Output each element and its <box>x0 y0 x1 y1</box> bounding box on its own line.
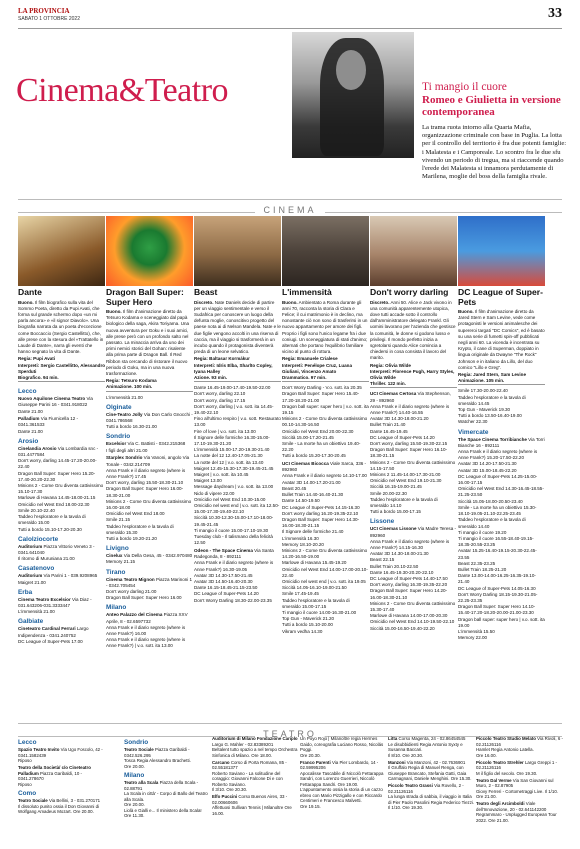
listing-entry <box>106 577 193 602</box>
venue-name: Cinema Teatro Excelsior <box>18 596 71 602</box>
listing-entry <box>18 573 105 585</box>
listing-details: Corso Buenos Aires, 33 - 02.00660606 Affettuosi Sullivan Tennis | Milanoltre Ore 16.00. <box>212 794 292 816</box>
venue-name: Carcano <box>212 759 230 765</box>
listing-details: Via Giuseppe Parini 16 - 0341.918022 Dante 21.00 <box>18 396 93 414</box>
listing-entry <box>212 736 299 758</box>
city-heading: Casatenovo <box>18 565 55 573</box>
listing-entry <box>212 794 299 816</box>
listing-entry <box>370 391 457 515</box>
listing-entry <box>106 612 193 649</box>
listing-details: Largo Indipendenza - 0341.240752 DC League of Super-Pets 17.00 <box>18 626 89 644</box>
listing-details: Via Della Gesa, 45 - 0342.970480 Memory 21.15 <box>106 553 193 565</box>
listing-details: Corso di Porta Romana, 85 - 02.55181377 Roberto Saviano - La solitudine del coraggio: Giovanni Falcone Di e con Roberto Saviano. Il 3/10. Ore 20.30. <box>212 759 287 792</box>
listing-entry <box>194 385 281 546</box>
movie-title: Beast <box>194 287 218 297</box>
venue-name: Cinelux <box>106 553 123 559</box>
listing-details: Via Rovello, 2 - 02.21126116 La lunga strada di sabbia, il viaggio in Italia di Pier Paolo Pasolini Regia Federico Tiezzi. Il 1/10. Ore 19.30. <box>388 783 475 810</box>
listing-details: L'immensità 21.00 <box>106 394 143 400</box>
listing-entry <box>106 553 193 565</box>
city-heading: Galbiate <box>18 618 44 626</box>
teatro-column-3 <box>212 736 299 844</box>
listing-details: Via Vanoni, angolo Via Tonale - 0342.214709 Anna Frank e il diario segreto (where is Anne Frank?) 17.45 Don't worry, darling 15.50-18.30-21.10 Dragon Ball Super: Super Hero 16.00-18.30-21.00 Minions 2 - Come Gru diventa cattivissimo 16.00-18.00 Omicidio nel West End 18.00 Smile 21.15 Taddeo l'esploratore e la tavola di smeraldo 15.30 Tutti a bordo 19.20-21.20 <box>106 455 192 541</box>
venue-name: Cinelandia Arosio <box>18 445 57 451</box>
venue-name: Odeon - The Space Cinema <box>194 547 253 553</box>
feature-kicker: Ti mangio il cuore <box>422 81 507 93</box>
listing-details: Piazza Vittorio Veneto 3 - 0341.641040 Il ritorno di Muruniana 21.00 <box>18 543 95 562</box>
cinema-heading: CINEMA <box>255 205 324 215</box>
movie-description: Buono. Il film d'animazione diretto da Tetsuro Kodama e sceneggiato dal papà biologico della saga, Akira Toriyama. Una nuova avventura per Goku e i suoi amici, alle prese però con un profondo salto nel passato. La minaccia arriva da uno dei primi nemici storici del Gohan: risalente alla prima parte di Dragon Ball. Il Red Ribbon sta cercando di ristorare il nuovo periodo di Goku, ma in una nuova trasformazione. Regia: Tetsuro Kodama Animazione. 100 min. <box>106 309 190 390</box>
listing-entry <box>212 760 299 793</box>
poster-dragon-ball <box>106 216 193 286</box>
listing-entry <box>18 597 105 616</box>
listing-details: Via Torri Bianche 16 - 892111 Anna Frank e il diario segreto (where is Anne Frank?) 15.20-17.50-22.20 Avatar 3D 14.20-17.50-21.30 Avatar 3D 15.00-18.45-22.20 DC League of Super-Pets 14.25-15.00-16.00-17.15 Omicidio nel West End 14.30-16.45-18.55-21.25-23.50 Siccità 15.05-18.00-20.50-23.40 Smile - La morte ha un obiettivo 15.30-18.10-19.05-21.10-22.25-23.45 Taddeo l'esploratore e la tavola di smeraldo 14.40 Ti mangio il cuore 19.20 Ti mangio il cuore 16.55-18.40-19.15-18.35-20.55-23.25 Avatar 15.25-16.40-19.15-20.30-22.45-23.55 Beast 22.35-23.25 Bullet Train 18.25-21.20 Dante 13.00-14.00-16.25-16.35-19.10-21.40 DC League of Super-Pets 14.05-16.30 Don't Worry Darling 18.15-19.30-21.05-22.25-23.35 Dragon Ball Super: Super Hero 14.10-15.40-17.20-18.20-20.00-21.00-23.30 Dragon ball super: super hero | v.o. sott. ita 19.00 L'immensità 15.50 Memory 22.00 <box>458 436 545 641</box>
listing-entry <box>370 526 457 631</box>
movie-title: Dragon Ball Super: Super Hero <box>106 287 184 307</box>
cinema-schedule <box>458 384 545 641</box>
cinema-schedule <box>106 391 193 650</box>
listing-entry <box>476 736 563 758</box>
venue-name: Piccolo Teatro Grassi <box>388 783 433 788</box>
listing-details: Largo G. Mahler - 02.83389201 Beltalent tutto spazio a nel tempo Orchestra Sinfonica di Milano. Ore 18.00. <box>212 741 298 758</box>
city-heading: Olginate <box>106 403 132 411</box>
listing-entry <box>18 798 105 815</box>
listing-details: Via Santa Radegonda, 8 - 892111 Anna Frank e il diario segreto (where is Anne Frank?) 16.30-19.05 Avatar 3D 14.30-17.50-21.45 Avatar 3D 14.50-16.40-20.30 Dante 16.15-18.45-21.15-23.50 DC League of Super-Pets 14.20 Don't Worry Darling 18.30-22.00-23.35 <box>194 547 274 603</box>
venue-name: Elfo Puccini <box>212 794 238 799</box>
movie-column-1 <box>18 216 105 728</box>
poster-dont-worry-darling <box>370 216 457 286</box>
feature-article <box>422 81 568 181</box>
movie-description: Discreto. Anni 50. Alice e Jack vivono in una comunità apparentemente utopica, dove tutti accade sotto il controllo dall'amministratore delegato Frankl. Gli uomini lavorano per l'azienda che gestisce la comunità, le donne si godono lusso e privilegi. Il mondo perfetto inizia a sgretolarsi quando Alice comincia a chiedersi in cosa consista il lavoro del marito. Regia: Olivia Wilde Interpreti: Florence Pugh, Harry Styles, Olivia Wilde Thriller. 122 min. <box>370 299 456 387</box>
venue-name: Litta <box>388 736 398 741</box>
listing-entry <box>18 446 105 533</box>
movie-description: Buono. Ambientato a Roma durante gli anni 70, racconta la storia di Clara e Felice; il cui matrimonio è in declino, ma nonostante ciò non sono di trasferirsi in un nuovo appartamento per amore dei figli. Proprio i figli sono l'unico legame fra i due coniugi. Un sceneggiatura di stati d'animo; alternati che portano l'equilibrio familiare vicino al punto di rottura. Regia: Emanuele Crialese Interpreti: Penélope Cruz, Luana Giuliani, Vincenzo Amato Drammatico. 97 min. <box>282 299 368 380</box>
movie-title: DC League of Super-Pets <box>458 287 543 307</box>
listing-details: Largo Greppi 1 - 02.21126116 M il figlio del secolo. Ore 19.30. <box>476 759 557 776</box>
listing-details: Un Poyo Rojo | Milanoltre regia Hermes Gaido, coreografia Luciano Rosso, Nicolás Poggi. Ore 20.30. <box>300 736 384 758</box>
movie-column-4 <box>282 216 369 728</box>
movie-description: Buono. Il film biografico sulla vita del Sommo Poeta, diretto da Pupi Avati, che forma sul grande schermo dopo «un mi parla ancora» e «il signor Diavolo». Una biografia narrata da un poeta d'eccezione come Boccaccio (Sergio Castellitto), che, alle prese con la stesura del «Trattatello in Laude di Dante», narra gli eventi che hanno segnato la vita di Dante. Regia: Pupi Avati Interpreti: Sergio Castellitto, Alessandro Sperduti Biografico. 94 min. <box>18 299 105 380</box>
venue-name: Teatro della Società/ c/o Cineteatro Palladium <box>18 765 91 776</box>
movie-title: Dante <box>18 287 42 297</box>
city-heading: Lecco <box>18 388 37 396</box>
listing-entry <box>18 626 105 645</box>
venue-name: Cine-Teatro Jolly <box>106 411 143 417</box>
listing-entry <box>106 412 193 431</box>
publication-name: LA PROVINCIA <box>18 7 70 15</box>
feature-photo <box>292 32 414 158</box>
listing-entry <box>388 783 475 811</box>
city-heading: Sondrio <box>124 739 149 746</box>
venue-name: Nuovo Aquilone Cinema Teatro <box>18 396 86 402</box>
movie-title: L'immensità <box>282 287 332 297</box>
listing-details: Dante 16.45-19.00-17.40-19.50-22.00 Don't worry, darling 22.10 Don't worry, darling 17.15 Don't worry, darling | v.o. sott. ita 14.45-19.40-22.10 Fino all'ultimo respiro | v.o. sott. Restaurato 13.00 Fire of love | v.o. sott. ita 13.00 Il Signore delle formiche 16.30-15.00-17.10-19.30-21.20 L'immensità 15.00-17.20-19.30-21.40 La notte del 12 12.40-17.05-21.30 La notte del 12 | v.o. sott. ita 13.40 Maigret 12.45-15.30-17.30-19.45-21.45 Maigret | v.o. sott. ita 10.45 Maigret 13.00 Message daydream | v.o. sott. ita 13.00 Nido di vipere 22.00 Omicidio nel West End 10.30-15.00 Omicidio nel west end | v.o. sott. ita 12.50-15.00-17.30-19.40-22.10 Siccità 10.30-12.30-15.00-17.10-18.00-19.45-21.45 Ti mangio il cuore 15.00-17.10-19.30 Tuesday club - Il talismano della felicità 12.50 <box>194 385 281 546</box>
listing-details: Piazza della Scala - 02.88791 La Scala in città' - Corpo di Ballo del Teatro alla Scala. Ore 20.00. Liolà e Gialli e... Il ministero della Scala! Ore 11.30. <box>124 780 208 818</box>
listing-entry <box>18 416 105 435</box>
listing-entry <box>282 461 369 635</box>
listing-details: Piazza XXV Aprile, 8 - 02.6597732 Anna Frank e il diario segreto (where is Anne Frank?) 16.00 Anna Frank e il diario segreto (where is Anne Frank?) | v.o. sott. ita 13.00 <box>106 612 188 649</box>
city-heading: Vimercate <box>458 428 489 436</box>
venue-name: Teatro Sociale <box>124 747 154 752</box>
listing-details: Corso Magenta, 24 - 02.86454545 Le disubbidienti Regia Antonio Syxty e Susanna Baccari. Il 8/10. Ore 20.30. <box>388 736 466 758</box>
listing-details: Viale dell'Innovazione, 20 - 02.641142200 Regrammaro - Unplugged European Tour 2022. Ore 21.00. <box>476 801 557 823</box>
issue-date: SABATO 1 OTTOBRE 2022 <box>18 16 80 22</box>
masthead <box>18 6 562 29</box>
listing-details: Via Fiumicella 12 - 0341.361533 Dante 21.00 <box>18 416 79 434</box>
listing-details: Via Manzoni, 42 - 02.7636901 Il Gruffalo Regia di Manuel Renga, con Giuseppe Brancato, Stefania Gatti, Gaia Carmagnani, Daniele Menghini. Ore 15.30. <box>388 759 472 781</box>
listing-details: Piazza Garibaldi, 10 - 0341.278670 Riposo <box>18 770 82 787</box>
listing-entry <box>476 801 563 823</box>
movie-column-5 <box>370 216 457 728</box>
listing-details: Via Madre Teresa - 892960 Anna Frank e il diario segreto (where is Anne Frank?) 14.15-16.30 Avatar 3D 14.30-18.00-21.30 Beast 22.15 Bullet Train 20.10-22.50 Dante 16.45-19.30-20.20-22.10 DC League of Super-Pets 14.40-17.50 Don't worry, darling 16.30-19.35-22.20 Dragon Ball Super: Super Hero 14.20-16.00-18.30-21.10 Minions 2 - Come Gru diventa cattivissimo 15.30-17.40 Marlowe di Havana 14.00-17.00-20.30 Omicidio nel West End 14.10-19.50-22.10 Siccità 15.00-16.50-19.40-22.20 <box>370 526 457 631</box>
page-number: 33 <box>548 6 562 21</box>
venue-name: Palladium <box>18 416 40 422</box>
movie-column-2 <box>106 216 193 728</box>
movie-column-3 <box>194 216 281 728</box>
listing-entry <box>106 395 193 401</box>
listing-details: Via Lombardia snc - 031.4477584 Don't worry, darling 14.45-17.20-20.00-22.40 Dragon Ball Super: Super Hero 15.20-17.40-20.20-22.30 Minions 2 - Come Gru diventa cattivissimo 15.10-17.30 Marlowe di Havana 14.45-18.00-21.15 Omicidio nel West End 18.00-22.30 Smile 20.10-22.40 Taddeo l'esploratore e la tavola di smeraldo 15.00 Tutti a bordo 15.10-17.20-20.30 <box>18 445 104 532</box>
listing-entry <box>476 778 563 800</box>
movie-description: Buono. Il film d'animazione diretto da Jared Stern e Sam Levine, vede come protagonisti le versioni animalesche dei supereroi targati "DC Comics", ed è basato su una serie di fumetti spin-off pubblicati negli anni 60. La vicenda è incentrata su Krypto, il cane di Superman, doppiato in lingua originale da Dwayne "The Rock" Johnson e in italiano da Lillo, del duo comico "Lillo e Greg". Regia: Jared Stern, Sam Levine Animazione. 105 min. <box>458 309 545 384</box>
poster-beast <box>194 216 281 286</box>
venue-name: Teatro Dal Verme <box>476 777 512 783</box>
venue-name: Teatro Sociale <box>18 798 48 803</box>
listing-entry <box>124 747 211 769</box>
teatro-heading: TEATRO <box>255 729 325 739</box>
venue-name: Cinema Teatro Mignon <box>106 576 155 582</box>
listing-details: Via Parini 1 - 039.9208965 Maigret 21.00 <box>18 573 98 585</box>
listing-entry <box>388 736 475 758</box>
city-heading: Milano <box>124 772 145 779</box>
cinema-schedule <box>370 387 457 632</box>
listing-details: Via Pier Lombardo, 14 - 02.59995206 Apocalisse Tascabile di Niccolò Fettarappa Sandri, con Lorenzo Guerrieri, Niccolò Fettarappa Sandri. Ore 19.00. L'appuntamento ossia la storia di un cazzo ebreo con Mario Pizzigallo e con Riccardo Centimeri e Francesco Malvetti. Ore 19.15. <box>300 759 384 809</box>
feature-body: La trama ruota intorno alla Quarta Mafia, organizzazione criminale con base in Puglia. La lotta per il controllo del territorio è fra due potenti famiglie: i Malatesta e i Camporeale. Lo scontro fra le due sfu vivendo un periodo di tregua, ma si riaccende quando l'erede dei Malatesta si innamora perdutamente di Marilena, moglie del boss della famiglia rivale. <box>422 124 567 181</box>
listing-details: Piazza Marinoni 1 - 0342.705454 Don't worry darling 21.00 Dragon Ball Super: Super Hero 16.00 <box>106 576 193 601</box>
listing-entry <box>458 388 545 425</box>
venue-name: UCI Cinemas Certosa <box>370 391 417 397</box>
teatro-column-6 <box>476 736 563 844</box>
cinema-schedule <box>194 381 281 604</box>
listing-details: Via Don Carlo Gnocchi - 0341.786568 Tutti a bordo 16.30-21.00 <box>106 411 193 430</box>
listing-details: Smile 17.30-20.00-22.40 Taddeo l'esploratore e la tavola di smeraldo 14.45 Top Gun - Maverick 19.30 Tutti a bordo 13.50-16.40-19.00 Watcher 22.30 <box>458 388 526 425</box>
listing-entry <box>106 441 193 453</box>
city-heading: Como <box>18 790 37 797</box>
cinema-section-bar <box>18 199 562 213</box>
listing-details: Via Diaz - 031.643206-031.3333447 L'immensità 21.00 <box>18 596 92 615</box>
poster-limmensita <box>282 216 369 286</box>
cinema-schedule <box>18 381 105 645</box>
movie-title: Don't worry darling <box>370 287 449 297</box>
city-heading: Livigno <box>106 545 129 553</box>
listing-entry <box>476 760 563 777</box>
city-heading: Tirano <box>106 568 126 576</box>
venue-name: Spazio Teatro Invito <box>18 747 60 752</box>
listing-entry <box>124 780 211 819</box>
listing-details: Viale Sarca, 336 - 892960 Anna Frank e il diario segreto 14.10-17.00 Avatar 3D 14.00-17.20-21.00 Beast 20.45 Bullet Train 14.40-16.40-21.30 Dante 14.50-19.50 DC League of Super-Pets 14.15-16.30 Don't worry darling 16.20-19.35-22.10 Dragon Ball Super: Super Hero 14.30-16.00-18.30-21.15 Il Signore delle formiche 21.40 L'immensità 16.30 Memory 18.10-20.20 Minions 2 - Come Gru diventa cattivissimo 14.20-16.50-19.00 Marlowe di Havana 15.45-19.20 Omicidio nel West End 14.00-17.00-20.10-22.40 Omicidio nel west end | v.o. sott. ita 19.05 Siccità 14.05-16.10-19.00-21.50 Smile 17.45-19.45 Taddeo l'esploratore e la tavola di smeraldo 15.00-17.15 Ti mangio il cuore 14.00-16.30-21.00 Top Gun - Maverick 21.20 Tutti a bordo 15.10-20.00 Vikram vedha 14.30 <box>282 461 368 634</box>
listing-details: Via Stephenson, 29 - 892960 Anna Frank e il diario segreto (where is Anne Frank?) 14.40-16.55 Avatar 3D 14.30-18.00-21.20 Bullet Train 21.40 Dante 16.45-19.45 DC League of Super-Pets 14.20 Don't worry, darling 15.50-19.30-22.15 Dragon Ball Super: Super Hero 16.10-18.30-21.15 Minions 2 - Come Gru diventa cattivissimo 14.15-17.50 Minions 2 11.45-14.00-17.30-21.00 Omicidio nel West End 19.10-21.30 Siccità 16.15-19.00-21.45 Smile 20.00-22.30 Taddeo l'esploratore e la tavola di smeraldo 14.10 Tutti a bordo 15.00-17.15 <box>370 391 456 515</box>
city-heading: Milano <box>106 604 127 612</box>
city-heading: Erba <box>18 588 33 596</box>
city-heading: Lecco <box>18 739 37 746</box>
venue-name: Excelsior <box>106 441 127 447</box>
listing-details: Via Bellini, 3 - 031.270171 Il dissoluto punito ossia il Don Giovanni di Wolfgang Amadeus Mozart. Ore 20.00. <box>18 798 101 814</box>
venue-name: Anteo Palazzo del Cinema <box>106 612 163 618</box>
listing-entry <box>300 736 387 758</box>
venue-name: Auditorium <box>18 543 43 549</box>
poster-dante <box>18 216 105 286</box>
venue-name: Auditorium <box>18 573 43 579</box>
venue-name: Piccolo Teatro Strehler <box>476 759 524 765</box>
venue-name: Piccolo Teatro Studio Melato <box>476 736 536 741</box>
teatro-column-5 <box>388 736 475 844</box>
listing-details: Via C. Battisti - 0342.215368 I figli degli altri 21.00 <box>106 441 186 453</box>
listing-details: Via San Giovanni sul Muro, 2 - 02.87905 Giovy Ferreri - Cortometraggi Live. Il 1/10. Ore 21.00. <box>476 777 558 799</box>
venue-name: Franco Parenti <box>300 759 331 765</box>
listing-details: Don't Worry Darling - V.o. sott. ita 20.35 Dragon Ball Super: Super Hero 15.40-17.20-18.20-21.00 Dragon ball super: super hero | v.o. sott. ita 19.15 Minions 2 - Come Gru diventa cattivissimo 00.10-14.30-16.50 Omicidio nel West End 20.00-22.30 Siccità 15.00-17.20-21.45 Smile - La morte ha un obiettivo 19.40-22.20 Tutti a bordo 15.20-17.30-20.45 <box>282 385 369 459</box>
venue-name: Starplex Sondrio <box>106 455 143 461</box>
listing-entry <box>282 385 369 459</box>
teatro-column-4 <box>300 736 387 844</box>
venue-name: UCI Cinemas Bicocca <box>282 461 329 467</box>
listing-entry <box>300 760 387 810</box>
venue-name: Manzoni <box>388 759 406 765</box>
listing-entry <box>18 747 105 764</box>
feature-headline: Romeo e Giulietta in versione contemporanea <box>422 94 561 118</box>
venue-name: Auditorium di Milano Fondazione Cariplo <box>212 736 298 741</box>
movie-column-6 <box>458 216 545 728</box>
movie-description: Discreto. Nate Daniels decide di partire per un viaggio sentimentale e verso il Sudafrica per conoscere un luogo della defunta moglie, conoscitivo progetto del paese nota ai di Nelson Mandela. Nate e le due figlie vengono accolti in una riserva di caccia, ma il viaggio si trasformerà in un incubo quando il protagonista diventerà preda di un leone selvatico. Regia: Baltasar Kormákur Interpreti: Idris Elba, Sharlto Copley, Iyana Halley Azione. 93 min. <box>194 299 281 380</box>
city-heading: Arosio <box>18 437 39 445</box>
teatro-section-bar <box>18 723 562 737</box>
venue-name: Teatro alla Scala <box>124 780 159 785</box>
poster-dc-super-pets <box>458 216 545 286</box>
listing-entry <box>18 396 105 415</box>
listing-details: Via Rivoli, 6 - 02.21126116 Hamlet Regia Antonio Latella. Ore 16.00. <box>476 736 563 758</box>
city-heading: Lissone <box>370 518 395 526</box>
listing-entry <box>194 548 281 604</box>
listing-details: Piazza Garibaldi - 0342.526.295 Tosca Regia Alessandro Brachetti. Ore 20.00. <box>124 747 191 769</box>
venue-name: UCI Cinemas Lissone <box>370 526 417 532</box>
listing-details: Via Ugo Foscolo, 42 - 0341.1582439 Riposo <box>18 747 103 763</box>
city-heading: Sondrio <box>106 433 131 441</box>
listing-entry <box>18 765 105 787</box>
section-title: Cinema&Teatro <box>16 72 229 109</box>
listing-entry <box>106 455 193 542</box>
cinema-schedule <box>282 381 369 635</box>
venue-name: Cineteatro Cardinal Ferrari <box>18 626 76 632</box>
listing-entry <box>18 544 105 563</box>
venue-name: Teatro degli Arcimboldi <box>476 801 525 806</box>
listing-entry <box>388 760 475 782</box>
teatro-column-2 <box>124 736 211 844</box>
venue-name: The Space Cinema Torribianche <box>458 436 527 442</box>
listing-entry <box>458 437 545 642</box>
teatro-column-1 <box>18 736 105 844</box>
city-heading: Calolziocorte <box>18 535 59 543</box>
